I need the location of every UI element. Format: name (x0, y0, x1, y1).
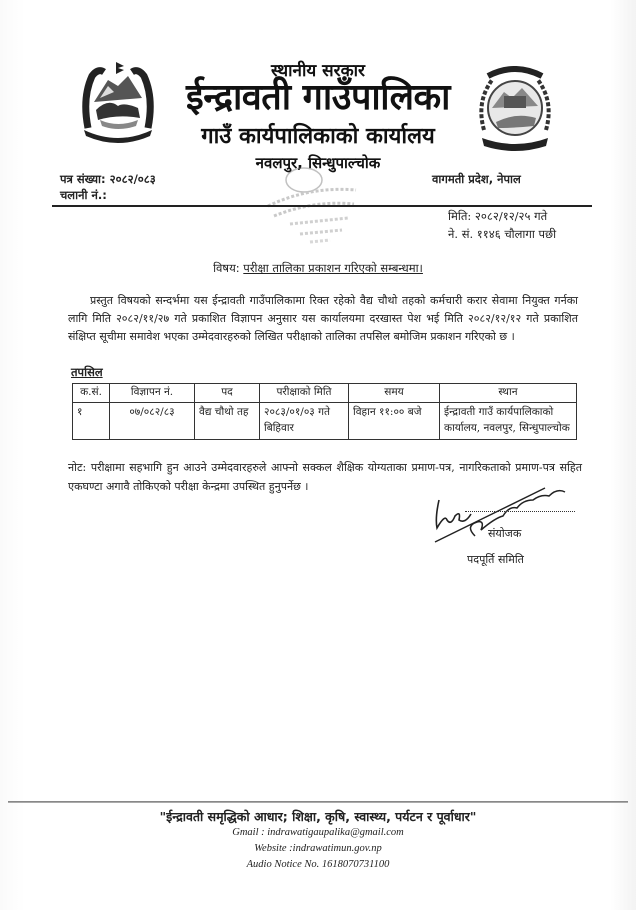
signature-line (465, 511, 575, 512)
cell-venue: ईन्द्रावती गाउँ कार्यपालिकाको कार्यालय, नवलपुर, सिन्धुपाल्चोक (440, 403, 577, 440)
cell-post: वैद्य चौथो तह (195, 403, 260, 440)
signatory-title: संयोजक (488, 527, 522, 540)
municipality-logo-icon (476, 66, 554, 156)
nepal-sambat-date: ने. सं. ११४६ चौलागा पछी (448, 227, 557, 241)
exam-schedule-table (72, 383, 577, 440)
note-text: नोट: परीक्षामा सहभागि हुन आउने उम्मेदवारहरुले आफ्नो सक्कल शैक्षिक योग्यताका प्रमाण-पत्र, नागरिकताको प्रमाण-पत्र सहित एकघण्टा अगावै तोकिएको परीक्षा केन्द्रमा उपस्थित हुनुपर्नेछ । (68, 461, 582, 493)
footer-website[interactable]: Website :indrawatimun.gov.np (254, 843, 382, 854)
subject-text: परीक्षा तालिका प्रकाशन गरिएको सम्बन्धमा। (243, 261, 423, 275)
footer-audio-notice: Audio Notice No. 1618070731100 (246, 859, 390, 870)
subject-line (0, 261, 636, 276)
letter-number (60, 172, 156, 187)
footer-divider (8, 801, 628, 803)
cell-exam-date: २०८३/०१/०३ गते बिहिवार (260, 403, 349, 440)
local-government-label: स्थानीय सरकार (270, 61, 365, 81)
nepal-emblem-icon (78, 58, 158, 146)
office-address: नवलपुर, सिन्धुपाल्चोक (255, 154, 381, 172)
schedule-title: तपसिल (71, 365, 103, 379)
column-header-venue: स्थान (440, 384, 577, 403)
subject-label: विषय: (213, 261, 240, 275)
column-header-advertisement-no: विज्ञापन नं. (110, 384, 195, 403)
table-row (73, 403, 577, 440)
body-paragraph: प्रस्तुत विषयको सन्दर्भमा यस ईन्द्रावती गाउँपालिकामा रिक्त रहेको वैद्य चौथो तहको कर्मचारी करार सेवामा नियुक्त गर्नका लागि मिति २०८२/११/२७ गते प्रकाशित विज्ञापन अनुसार यस कार्यालयमा दरखास्त पेश भई मिति २०८२/१२/१२ गते प्रकाशित संक्षिप्त सूचीमा समावेश भएका उम्मेदवारहरुको लिखित परीक्षाको तालिका तपसिल बमोजिम प्रकाशन गरिएको छ । (68, 294, 578, 343)
province-label: वागमती प्रदेश, नेपाल (432, 172, 521, 186)
column-header-sn: क.सं. (73, 384, 110, 403)
letter-date (448, 209, 547, 224)
cell-sn: १ (73, 403, 110, 440)
date-label: मिति: (448, 209, 472, 223)
letter-number-label: पत्र संख्या: (60, 172, 106, 186)
table-header-row (73, 384, 577, 403)
office-name: गाउँ कार्यपालिकाको कार्यालय (201, 124, 435, 149)
dispatch-number (60, 188, 107, 203)
column-header-time: समय (349, 384, 440, 403)
date-value: २०८२/१२/२५ गते (474, 209, 548, 223)
cell-time: विहान ११:०० बजे (349, 403, 440, 440)
header-divider (52, 205, 592, 207)
footer-motto: "ईन्द्रावती समृद्धिको आधार; शिक्षा, कृषि, स्वास्थ्य, पर्यटन र पूर्वाधार" (159, 809, 477, 824)
signatory-committee: पदपूर्ति समिति (467, 553, 524, 566)
cell-advertisement-no: ०७/०८२/८३ (110, 403, 195, 440)
column-header-post: पद (195, 384, 260, 403)
dispatch-number-label: चलानी नं.: (60, 188, 107, 202)
footer-email[interactable]: Gmail : indrawatigaupalika@gmail.com (232, 827, 404, 838)
municipality-name: ईन्द्रावती गाउँपालिका (186, 77, 450, 118)
column-header-exam-date: परीक्षाको मिति (260, 384, 349, 403)
letter-number-value: २०८२/०८३ (109, 172, 156, 186)
